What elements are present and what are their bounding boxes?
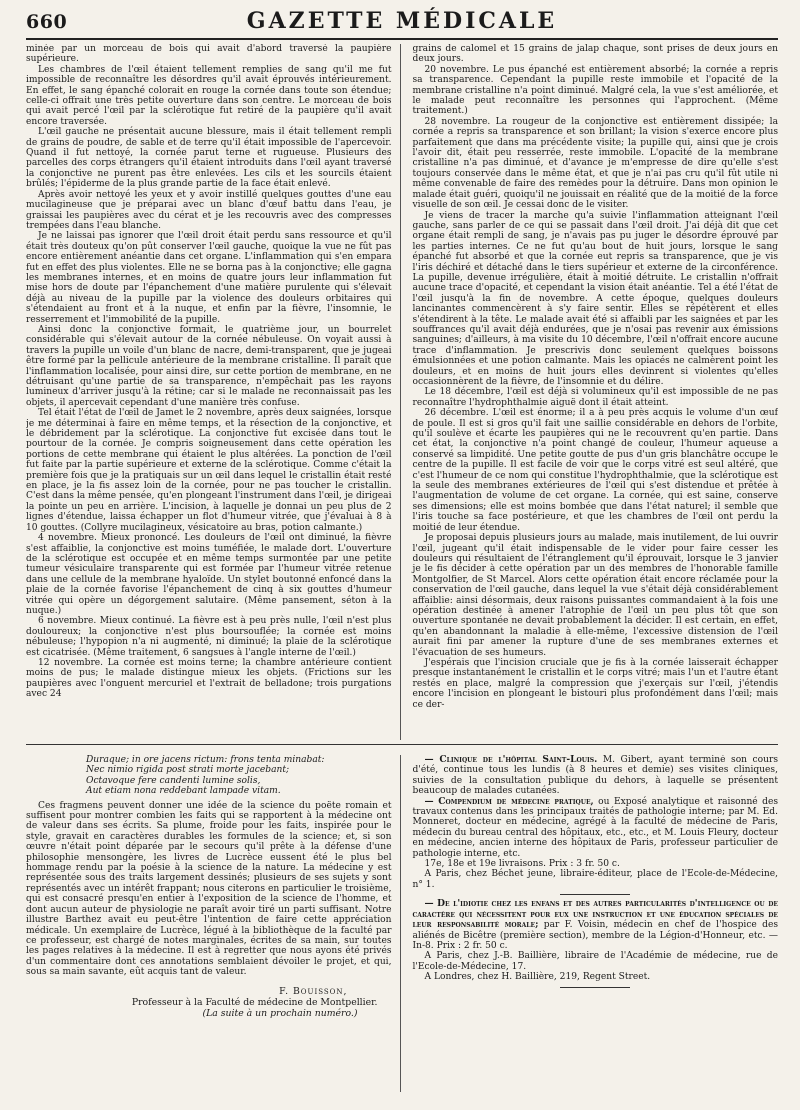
paragraph: Les chambres de l'œil étaient tellement remplies de sang qu'il me fut impossible de reconnaître les désordres qu'il avait éprouvés intérieurement. En effet, le sang épanché colorait en rouge la cornée dans toute son étendue; celle-ci offrait une très petite ouverture dans son centre. Le morceau de bois qui avait percé l'œil par la sclérotique fut retiré de la paupière qu'il avait encore traversée. <box>26 64 392 127</box>
feuilleton-column <box>26 755 401 1092</box>
notice-price: 17e, 18e et 19e livraisons. Prix : 3 fr. 50 c. <box>424 859 620 870</box>
notice-address: A Londres, chez H. Baillière, 219, Regent Street. <box>424 972 651 983</box>
paragraph: grains de calomel et 15 grains de jalap chaque, sont prises de deux jours en deux jours. <box>412 44 778 65</box>
article-column-left <box>26 44 401 740</box>
paragraph: J'espérais que l'incision cruciale que je fis à la cornée laisserait échapper presque instantanément le cristallin et le corps vitré; mais l'un et l'autre étant restés en place, malgré la compression que j'exerçais sur l'œil, j'étendis encore l'incision en plongeant le bistouri plus profondément dans l'œil; mais ce der- <box>412 657 778 710</box>
verse-line: Duraque; in ore jacens rictum: frons tenta minabat: <box>86 755 325 765</box>
continuation-note: (La suite à un prochain numéro.) <box>202 1007 358 1019</box>
notice-title: — De l'idiotie chez les enfans et des autres particularités d'intelligence ou de caractère qui nécessitent pour eux une instruction et une éducation spéciales de leur responsabilité morale; <box>412 898 778 931</box>
notices-column <box>411 755 779 1092</box>
journal-title: GAZETTE MÉDICALE <box>246 8 558 34</box>
page-number: 660 <box>26 11 68 33</box>
article-body <box>26 44 778 740</box>
paragraph: 26 décembre. L'œil est énorme; il a à peu près acquis le volume d'un œuf de poule. Il est si gros qu'il fait une saillie considérable en dehors de l'orbite, qu'il soulève et écarte les paupières qui ne le recouvrent qu'en partie. Dans cet état, la conjonctive n'a point changé de couleur, l'humeur aqueuse a conservé sa limpidité. Une petite goutte de pus d'un gris blanchâtre occupe le centre de la pupille. Il est facile de voir que le corps vitré est seul altéré, que c'est l'humeur de ce nom qui constitue l'hydrophthalmie, que la sclérotique est la seule des membranes extérieures de l'œil qui s'est distendue et prêtée à l'augmentation de volume de cet organe. La cornée, qui est saine, conserve ses dimensions; elle est moins bombée que dans l'état naturel; il semble que l'iris touche sa face postérieure, et que les chambres de l'œil ont perdu la moitié de leur étendue. <box>412 408 778 533</box>
paragraph: Ainsi donc la conjonctive formait, le quatrième jour, un bourrelet considérable qui s'élevait autour de la cornée nébuleuse. On voyait aussi à travers la pupille un voile d'un blanc de nacre, demi-transparent, que je jugeai être formé par la pellicule antérieure de la membrane cristalline. Il paraît que l'inflammation localisée, pour ainsi dire, sur cette portion de membrane, en ne détruisant qu'une partie de sa transparence, n'empêchait pas les rayons lumineux d'arriver jusqu'à la rétine; car si le malade ne reconnaissait pas les objets, il apercevait cependant d'une manière très confuse. <box>26 324 392 408</box>
author-name: F. Bouisson, <box>279 985 348 997</box>
verse-line: Nec nimio rigida post strati morte jacebant; <box>86 765 290 776</box>
author-role: Professeur à la Faculté de médecine de Montpellier. <box>131 996 378 1008</box>
latin-verse <box>86 755 392 797</box>
verse-line: Octavoque fere candenti lumine solis, <box>86 775 261 786</box>
verse-line: Aut etiam nona reddebant lampade vitam. <box>86 786 281 797</box>
author-signature <box>26 986 392 1019</box>
paragraph: 28 novembre. La rougeur de la conjonctive est entièrement dissipée; la cornée a repris sa transparence et son brillant; la vision s'exerce encore plus parfaitement que dans ma précédente visite; la pupille qui, ainsi que je crois l'avoir dit, était peu resserrée, reste immobile. L'opacité de la membrane cristalline n'a pas diminué, et d'avance je m'empresse de dire qu'elle s'est toujours conservée dans le même état, et que je n'ai pas cru qu'il fût utile ni même convenable de faire des remèdes pour la détruire. Dans mon opinion le malade était guéri, quoiqu'il ne jouissait en réalité que de la moitié de la force visuelle de son œil. Je cessai donc de le visiter. <box>412 116 778 211</box>
notice-text: par F. Voisin, médecin en chef de l'hospice des aliénés de Bicêtre (première section), membre de la Légion-d'Honneur, etc. — In-8. Prix : 2 fr. 50 c. <box>412 920 778 951</box>
notice-text: M. Gibert, ayant terminé son cours d'été, continue tous les lundis (à 8 heures et demie) ses visites cliniques, suivies de la consultation publique du dehors, à laquelle se présentent beaucoup de malades cutanées. <box>412 755 778 797</box>
paragraph: Ces fragmens peuvent donner une idée de la science du poëte romain et suffisent pour montrer combien les faits qui se rapportent à la médecine ont de valeur dans ses écrits. Sa plume, froide pour les faits, inspirée pour le style, gravait en caractères durables les formules de la science; et, si son œuvre n'était point déparée par le secours qu'il prête à la défense d'une philosophie mensongère, les livres de Lucrèce eussent été le plus bel hommage rendu par la poésie à la science de la nature. La médecine y est représentée sous des traits largement dessinés; plusieurs de ses sujets y sont représentés avec un intérêt frappant; nous citerons en particulier le troisième, qui est consacré presqu'en entier à l'exposition de la science de l'homme, et dont aucun auteur de physiologie ne paraît avoir tiré un parti suffisant. Notre illustre Barthez avait eu peut-être l'intention de faire cette appréciation médicale. Un exemplaire de Lucrèce, légué à la bibliothèque de la faculté par ce professeur, est chargé de notes marginales, écrites de sa main, sur toutes les pages relatives à la médecine. Il est à regretter que nous ayons été privés d'un commentaire dont ces annotations semblaient dévoiler le projet, et qui, sous sa main savante, eût acquis tant de valeur. <box>26 800 392 978</box>
paragraph: Après avoir nettoyé les yeux et y avoir instillé quelques gouttes d'une eau mucilagineuse que je préparai avec un blanc d'œuf battu dans l'eau, je graissai les paupières avec du cérat et je les recouvris avec des compresses trempées dans l'eau blanche. <box>26 189 392 231</box>
paragraph: Je proposai depuis plusieurs jours au malade, mais inutilement, de lui ouvrir l'œil, jugeant qu'il était indispensable de le vider pour faire cesser les douleurs qui résultaient de l'étranglement qu'il éprouvait, lorsque le 3 janvier je le fis décider à cette opération par un des membres de l'honorable famille Montgolfier, de St Marcel. Alors cette opération était encore réclamée pour la conservation de l'œil gauche, dans lequel la vue s'était déjà considérablement affaiblie: ainsi désormais, deux raisons puissantes commandaient à la fois une opération destinée à amener l'atrophie de l'œil un peu plus tôt que son ouverture spontanée ne devait probablement la décider. Il est certain, en effet, qu'en abandonnant la maladie à elle-même, l'excessive distension de l'œil aurait fini par amener la rupture d'une de ses membranes externes et l'évacuation de ses humeurs. <box>412 533 778 658</box>
divider <box>560 987 630 988</box>
divider <box>560 894 630 895</box>
paragraph: Tel était l'état de l'œil de Jamet le 2 novembre, après deux saignées, lorsque je me déterminai à faire en même temps, et la résection de la conjonctive, et le débridement par la sclérotique. La conjonctive fut excisée dans tout le pourtour de la cornée. Je compris soigneusement dans cette opération les portions de cette membrane qui étaient le plus altérées. La ponction de l'œil fut faite par la partie supérieure et externe de la sclérotique. Comme c'était la première fois que je la pratiquais sur un œil dans lequel le cristallin était resté en place, je la fis assez loin de la cornée, pour ne pas toucher le cristallin. C'est dans la même pensée, qu'en plongeant l'instrument dans l'œil, je dirigeai la pointe un peu en arrière. L'incision, à laquelle je donnai un peu plus de 2 lignes d'étendue, laissa échapper un flot d'humeur vitrée, que j'évaluai à 8 à 10 gouttes. (Collyre mucilagineux, vésicatoire au bras, potion calmante.) <box>26 408 392 533</box>
paragraph: minée par un morceau de bois qui avait d'abord traversé la paupière supérieure. <box>26 44 392 65</box>
paragraph: 4 novembre. Mieux prononcé. Les douleurs de l'œil ont diminué, la fièvre s'est affaiblie, la conjonctive est moins tuméfiée, le malade dort. L'ouverture de la sclérotique est occupée et en même temps surmontée par une petite tumeur vésiculaire transparente qui est formée par l'humeur vitrée retenue dans une cellule de la membrane hyaloïde. Un stylet boutonné enfoncé dans la plaie de la cornée favorise l'épanchement de cinq à six gouttes d'humeur vitrée qui opère un dégorgement salutaire. (Même pansement, séton à la nuque.) <box>26 533 392 616</box>
paragraph: Je ne laissai pas ignorer que l'œil droit était perdu sans ressource et qu'il était très douteux qu'on pût conserver l'œil gauche, quoique la vue ne fût pas encore entièrement anéantie dans cet organe. L'inflammation qui s'en empara fut en effet des plus violentes. Elle ne se borna pas à la conjonctive; elle gagna les membranes internes, et en moins de quatre jours leur inflammation fut mise hors de doute par l'épanchement d'une matière purulente qui s'élevait déjà au niveau de la pupille par la violence des douleurs orbitaires qui s'étendaient au front et à la nuque, et enfin par la fièvre, l'insomnie, le resserrement et l'immobilité de la pupille. <box>26 231 392 325</box>
notice-title: — Clinique de l'hôpital Saint-Louis. <box>424 755 598 765</box>
paragraph: L'œil gauche ne présentait aucune blessure, mais il était tellement rempli de grains de poudre, de sable et de terre qu'il était impossible de l'apercevoir. Quand il fut nettoyé, la cornée parut terne et rugueuse. Plusieurs des parcelles des corps étrangers qu'il étaient introduits dans l'œil ayant traversé la conjonctive ne purent pas être enlevées. Les cils et les sourcils étaient brûlés; l'épiderme de la plus grande partie de la face était enlevé. <box>26 127 392 190</box>
notice-compendium <box>413 797 779 859</box>
paragraph: 12 novembre. La cornée est moins terne; la chambre antérieure contient moins de pus; le malade distingue mieux les objets. (Frictions sur les paupières avec l'onguent mercuriel et l'extrait de belladone; trois purgations avec 24 <box>26 657 392 700</box>
notice-title: — Compendium de médecine pratique, <box>424 795 594 807</box>
paragraph: 20 novembre. Le pus épanché est entièrement absorbé; la cornée a repris sa transparence. Cependant la pupille reste immobile et l'opacité de la membrane cristalline n'a point diminué. Malgré cela, la vue s'est améliorée, et le malade peut reconnaître les personnes qui l'approchent. (Même traitement.) <box>412 64 778 117</box>
paragraph: Le 18 décembre, l'œil est déjà si volumineux qu'il est impossible de ne pas reconnaître l'hydrophthalmie aiguë dont il était atteint. <box>412 387 778 408</box>
feuilleton-section <box>26 744 778 1092</box>
page-header <box>26 8 778 40</box>
notice-address: A Paris, chez Béchet jeune, libraire-éditeur, place de l'Ecole-de-Médecine, n° 1. <box>412 869 778 890</box>
notice-idiotie <box>413 899 779 951</box>
notice-text: ou Exposé analytique et raisonné des travaux contenus dans les principaux traités de pathologie interne; par M. Ed. Monneret, docteur en médecine, agrégé à la faculté de médecine de Paris, médecin du bureau central des hôpitaux, etc., etc., et M. Louis Fleury, docteur en médecine, ancien interne des hôpitaux de Paris, professeur particulier de pathologie interne, etc. <box>412 796 778 859</box>
notice-address: A Paris, chez J.-B. Baillière, libraire de l'Académie de médecine, rue de l'Ecole-de-Médecine, 17. <box>412 951 778 972</box>
paragraph: 6 novembre. Mieux continué. La fièvre est à peu près nulle, l'œil n'est plus douloureux; la conjonctive n'est plus boursouflée; la cornée est moins nébuleuse; l'hypopion n'a ni augmenté, ni diminué; la plaie de la sclérotique est cicatrisée. (Même traitement, 6 sangsues à l'angle interne de l'œil.) <box>26 616 392 658</box>
notice-clinic <box>413 755 779 797</box>
paragraph: Je viens de tracer la marche qu'a suivie l'inflammation atteignant l'œil gauche, sans parler de ce qui se passait dans l'œil droit. J'ai déjà dit que cet organe était rempli de sang, je n'avais pas pu juger le désordre éprouvé par les parties internes. Ce ne fut qu'au bout de huit jours, lorsque le sang épanché fut absorbé et que la cornée eut repris sa transparence, que je vis l'iris déchiré et détaché dans le tiers supérieur et externe de la circonférence. La pupille, devenue irrégulière, était à moitié détruite. Le cristallin n'offrait aucune trace d'opacité, et cependant la vision était anéantie. Tel a été l'état de l'œil jusqu'à la fin de novembre. A cette époque, quelques douleurs lancinantes commencèrent à s'y faire sentir. Elles se répétèrent et elles s'étendirent à la tête. Le malade avait été si affaibli par les saignées et par les souffrances qu'il avait déjà endurées, que je n'osai pas revenir aux émissions sanguines; d'ailleurs, à ma visite du 10 décembre, l'œil n'offrait encore aucune trace d'inflammation. Je prescrivis donc seulement quelques boissons émulsionnées et une potion calmante. Mais les opiacés ne calmèrent point les douleurs, et en moins de huit jours elles devinrent si violentes qu'elles occasionnèrent de la fièvre, de l'insomnie et du délire. <box>412 210 778 387</box>
article-column-right <box>411 44 779 740</box>
